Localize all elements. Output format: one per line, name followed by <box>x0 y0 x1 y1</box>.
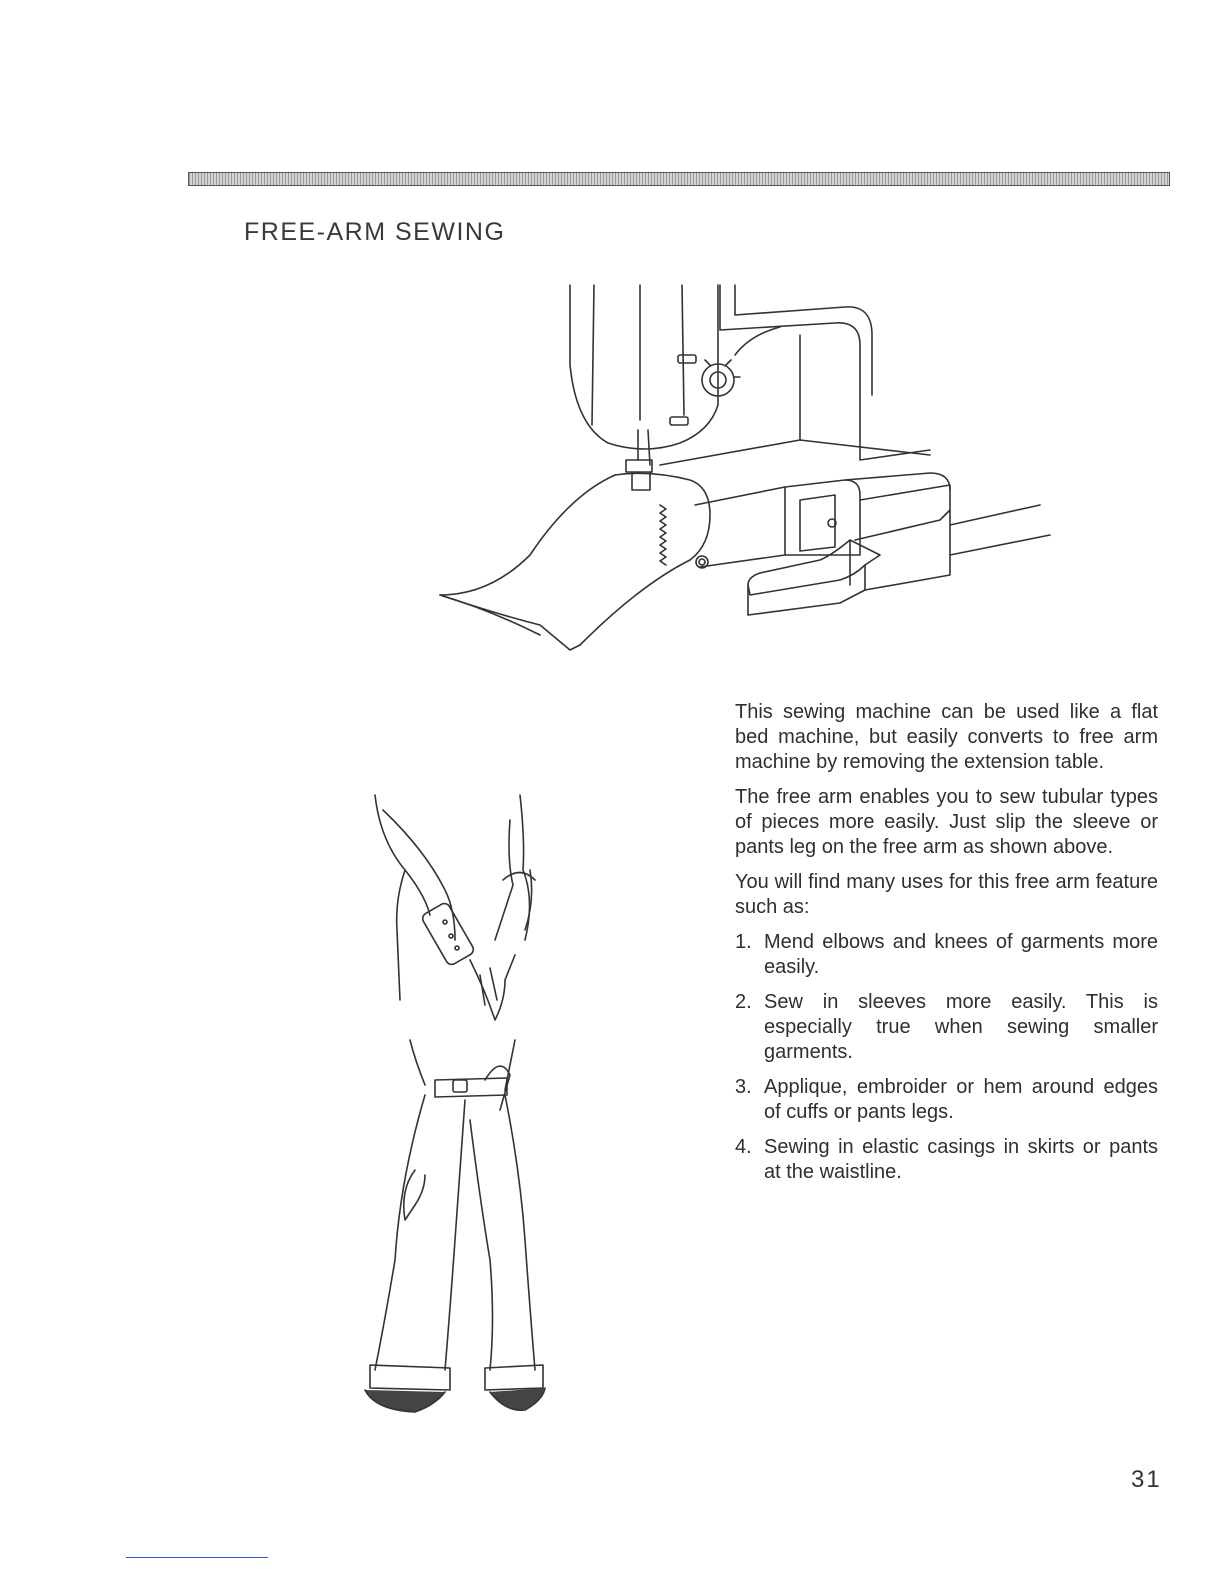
list-item <box>735 1135 1158 1185</box>
list-item <box>735 990 1158 1065</box>
list-item-text: Applique, embroider or hem around edges of cuffs or pants legs. <box>764 1076 1158 1123</box>
uses-intro-paragraph: You will find many uses for this free arm feature such as: <box>735 871 1158 918</box>
header-rule <box>188 172 1170 186</box>
person-in-tubular-garments-illustration <box>285 700 685 1470</box>
list-item-text: Sew in sleeves more easily. This is especially true when sewing smaller garments. <box>764 991 1158 1063</box>
footer-rule <box>126 1557 268 1558</box>
uses-list <box>735 930 1158 1185</box>
list-item-number: 2. <box>735 991 752 1013</box>
list-item-text: Sewing in elastic casings in skirts or pants at the waistline. <box>764 1136 1158 1183</box>
list-item-text: Mend elbows and knees of garments more easily. <box>764 931 1158 978</box>
free-arm-paragraph: The free arm enables you to sew tubular types of pieces more easily. Just slip the sleeve or pants leg on the free arm as shown above. <box>735 786 1158 858</box>
list-item <box>735 930 1158 980</box>
list-item <box>735 1075 1158 1125</box>
free-arm-sewing-machine-illustration <box>240 255 1165 675</box>
list-item-number: 3. <box>735 1076 752 1098</box>
page-number: 31 <box>1131 1466 1162 1493</box>
list-item-number: 1. <box>735 931 752 953</box>
intro-paragraph: This sewing machine can be used like a flat bed machine, but easily converts to free arm machine by removing the extension table. <box>735 701 1158 773</box>
body-text <box>735 700 1158 1195</box>
section-title: FREE-ARM SEWING <box>244 218 506 246</box>
list-item-number: 4. <box>735 1136 752 1158</box>
